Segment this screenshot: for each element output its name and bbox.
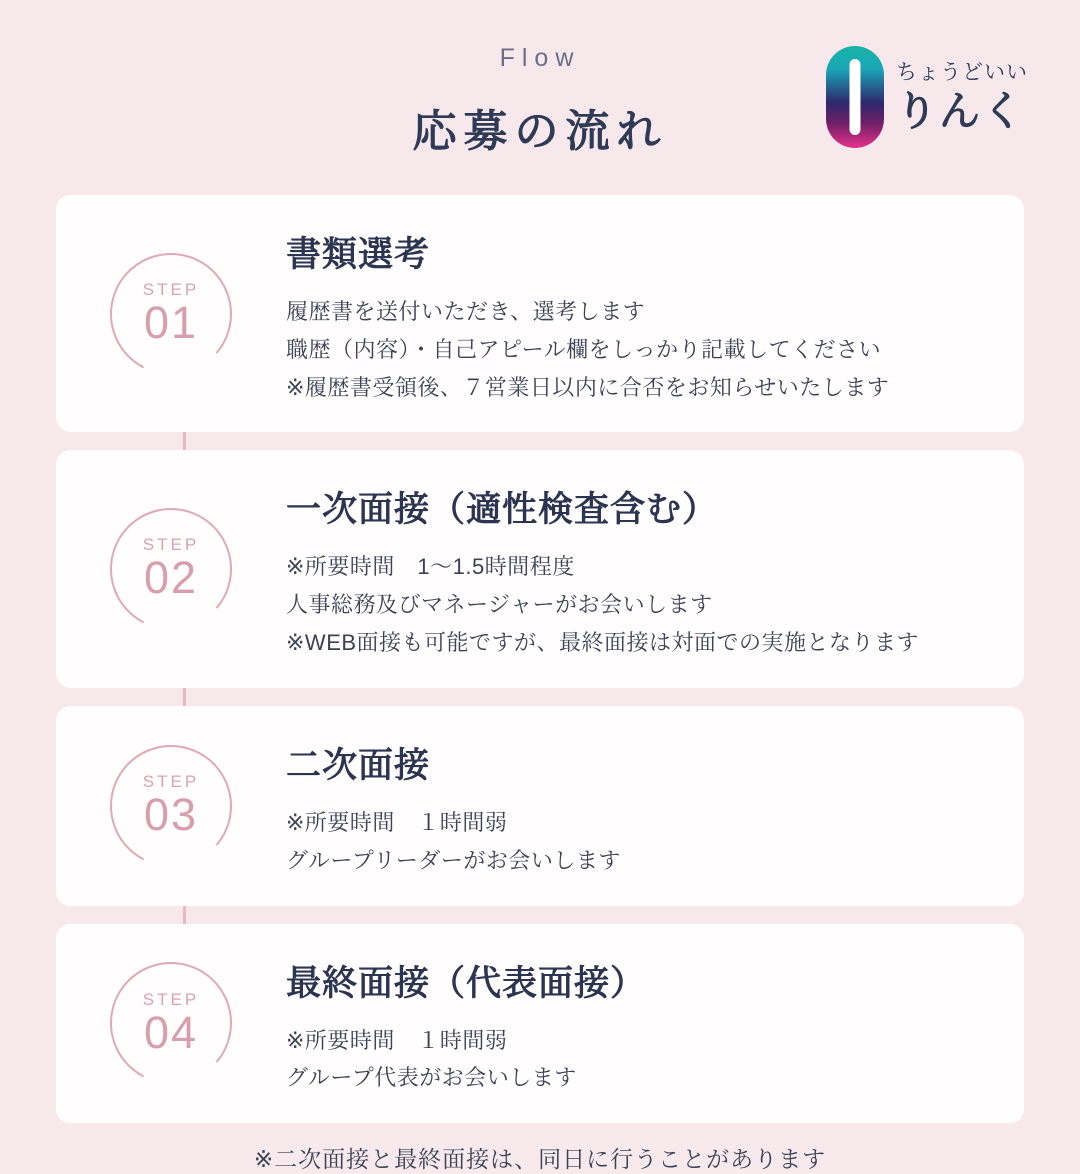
step-title: 二次面接	[286, 745, 431, 785]
step-number: 01	[143, 296, 199, 348]
step-description-line: ※所要時間 1〜1.5時間程度	[286, 554, 575, 580]
flow-step-card	[56, 924, 1024, 1124]
step-description-line: ※所要時間 １時間弱	[286, 809, 508, 835]
step-title: 書類選考	[286, 235, 431, 274]
step-badge	[56, 251, 286, 377]
logo-tagline: ちょうどいい	[896, 61, 1028, 84]
step-description-line: 職歴（内容）・自己アピール欄をしっかり記載してください	[286, 336, 882, 362]
step-title: 最終面接（代表面接）	[286, 963, 647, 1003]
step-badge	[56, 743, 286, 869]
step-circle-icon	[108, 743, 234, 869]
header-eyebrow: Flow	[499, 44, 581, 72]
step-content	[286, 950, 994, 1098]
logo-text	[896, 62, 1028, 132]
flow-step-card	[56, 450, 1024, 687]
logo-brand-name: りんく	[896, 88, 1025, 134]
step-description-line: グループリーダーがお会いします	[286, 847, 621, 873]
step-description-line: 人事総務及びマネージャーがお会いします	[286, 592, 713, 618]
step-word: STEP	[142, 989, 200, 1009]
step-content	[286, 476, 994, 661]
brand-logo	[826, 46, 1028, 148]
step-description-line: グループ代表がお会いします	[286, 1065, 577, 1091]
step-content	[286, 221, 994, 406]
step-word: STEP	[142, 535, 200, 555]
step-description-line: ※WEB面接も可能ですが、最終面接は対面での実施となります	[286, 630, 920, 656]
page-title: 応募の流れ	[412, 107, 668, 156]
flow-steps-list	[0, 195, 1080, 1123]
step-circle-icon	[108, 251, 234, 377]
step-description-line: ※所要時間 １時間弱	[286, 1027, 508, 1053]
step-badge	[56, 506, 286, 632]
step-number: 02	[143, 552, 199, 604]
step-content	[286, 732, 994, 880]
step-number: 04	[143, 1006, 199, 1058]
step-description-line: 履歴書を送付いただき、選考します	[286, 299, 646, 324]
footnote: ※二次面接と最終面接は、同日に行うことがあります	[253, 1146, 827, 1173]
step-word: STEP	[142, 279, 200, 299]
page-header	[0, 0, 1080, 159]
step-number: 03	[143, 789, 199, 841]
step-description-line: ※履歴書受領後、７営業日以内に合否をお知らせいたします	[286, 374, 890, 400]
step-badge	[56, 960, 286, 1086]
step-circle-icon	[108, 506, 234, 632]
step-title: 一次面接（適性検査含む）	[286, 490, 719, 530]
logo-mark-icon	[826, 46, 884, 148]
step-circle-icon	[108, 960, 234, 1086]
flow-step-card	[56, 195, 1024, 432]
step-word: STEP	[142, 772, 200, 792]
flow-step-card	[56, 706, 1024, 906]
